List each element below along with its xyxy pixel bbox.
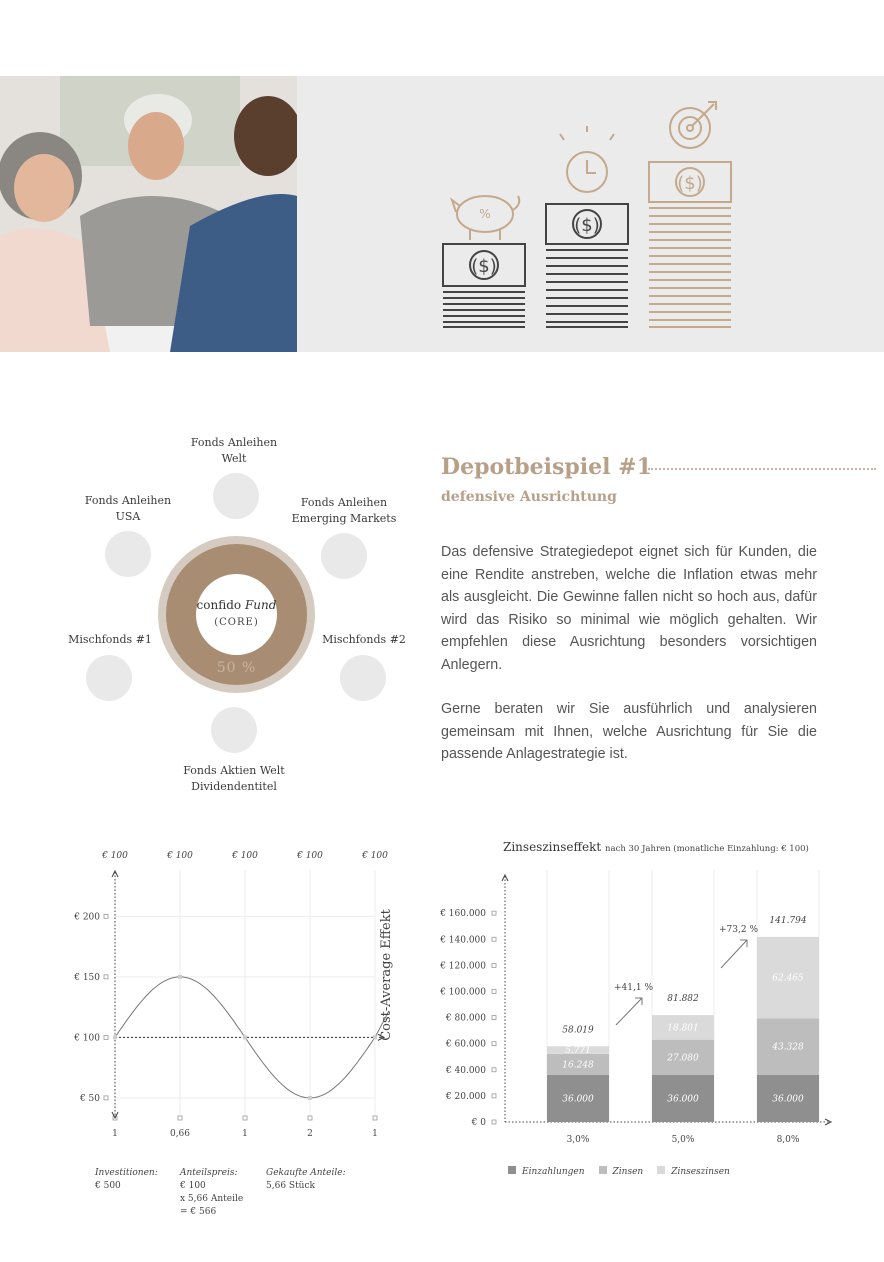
y-tick-marker [492,989,496,993]
y-tick-marker [492,1042,496,1046]
x-tick-label: 8,0% [776,1135,800,1145]
y-tick-label: € 60.000 [445,1039,486,1050]
dollar-symbol-3: ($) [677,173,703,194]
top-label: € 100 [297,851,323,861]
y-tick-marker [492,963,496,967]
y-tick-label: € 40.000 [445,1065,486,1076]
node-label-line: Fonds Aktien Welt [183,764,285,777]
y-tick-marker [104,914,108,918]
y-tick-marker [492,937,496,941]
y-tick-label: € 160.000 [440,909,486,920]
y-tick-label: € 150 [74,972,100,983]
core-percentage: 50 % [216,660,257,676]
legend-item-zinsen [599,1166,644,1177]
top-label: € 100 [362,851,388,861]
data-point [373,1035,377,1039]
bar-value-label: 36.000 [667,1094,699,1105]
advisor-photo [0,76,297,352]
cost-average-chart [60,840,400,1150]
node-label-line: Fonds Anleihen [300,496,388,509]
x-tick-marker [178,1116,182,1120]
legend-swatch [508,1166,516,1174]
bar-value-label: 16.248 [562,1060,594,1071]
info-heading: Anteilspreis: [180,1168,238,1178]
bar-total-label: 141.794 [769,915,807,926]
legend-swatch [599,1166,607,1174]
info-line: 5,66 Stück [266,1181,315,1191]
dollar-symbol-2: ($) [574,215,600,236]
x-tick-label: 1 [112,1129,118,1139]
legend-label: Zinseszinsen [671,1167,730,1177]
money-stack-1 [443,292,525,327]
top-label: € 100 [102,851,128,861]
section-subtitle: defensive Ausrichtung [441,489,617,505]
info-line: = € 566 [180,1207,217,1217]
info-heading: Gekaufte Anteile: [266,1168,346,1178]
growth-arrow [616,998,642,1025]
node-label-line: Dividendentitel [191,780,277,793]
data-point [113,1035,117,1039]
info-heading: Investitionen: [95,1168,158,1178]
y-tick-label: € 100 [74,1033,100,1044]
paragraph-2: Gerne beraten wir Sie ausführlich und analysieren gemeinsam mit Ihnen, welche Ausrichtung für Sie die passende Anlagestrategie ist. [441,701,817,762]
bar-value-label: 18.801 [667,1023,699,1034]
data-point [178,975,182,979]
node-label-line: Fonds Anleihen [84,494,172,507]
node-label-line: Welt [221,452,247,465]
y-tick-label: € 20.000 [445,1091,486,1102]
x-tick-label: 1 [242,1129,248,1139]
money-stack-2 [546,250,628,327]
node-circle-anleihen-em [321,533,367,579]
core-center [196,574,277,655]
y-tick-label: € 50 [79,1093,100,1104]
info-anteilspreis [180,1167,243,1219]
y-tick-label: € 200 [74,912,100,923]
info-line: € 100 [180,1181,206,1191]
compound-chart-title-row [503,840,809,854]
percent-label: % [479,207,491,221]
bar-value-label: 36.000 [772,1094,804,1105]
y-tick-marker [492,1016,496,1020]
growth-label: +73,2 % [719,925,758,935]
cost-average-grid [115,870,375,1116]
node-label-line: Emerging Markets [291,512,397,525]
node-circle-anleihen-welt [213,473,259,519]
bar-total-label: 58.019 [562,1025,594,1036]
node-circle-mischfonds-1 [86,655,132,701]
y-tick-label: € 0 [471,1118,486,1128]
core-fund-sub: (CORE) [214,617,259,628]
node-label-aktien-welt [164,763,304,795]
y-tick-marker [492,1068,496,1072]
compound-chart-subtitle: nach 30 Jahren (monatliche Einzahlung: € 100) [605,844,809,854]
x-tick-label: 0,66 [169,1129,191,1139]
x-tick-marker [308,1116,312,1120]
cost-average-title: Cost-Average Effekt [379,909,394,1041]
y-tick-label: € 80.000 [445,1013,486,1024]
data-point [243,1035,247,1039]
top-label: € 100 [167,851,193,861]
cost-average-marks [73,851,389,1139]
info-investitionen [95,1167,158,1193]
y-tick-marker [492,911,496,915]
info-gekaufte-anteile [266,1167,346,1193]
x-tick-marker [373,1116,377,1120]
section-title: Depotbeispiel #1 [441,454,652,480]
core-name-italic: Fund [244,598,277,612]
x-tick-label: 3,0% [566,1135,590,1145]
target-icon [670,102,716,148]
growth-label: +41,1 % [614,983,653,993]
x-tick-label: 1 [372,1129,378,1139]
x-tick-label: 2 [307,1129,313,1139]
bar-value-label: 5.771 [565,1046,591,1057]
y-tick-marker [492,1094,496,1098]
money-stack-3 [649,208,731,327]
y-tick-label: € 140.000 [440,935,486,946]
photo-illustration [0,76,297,352]
bar-value-label: 43.328 [772,1042,804,1053]
y-tick-marker [104,1096,108,1100]
clock-icon [560,126,614,192]
node-label-mischfonds-1 [40,632,180,648]
y-tick-label: € 100.000 [440,987,486,998]
bar-value-label: 62.465 [772,973,804,984]
growth-arrow [721,940,747,968]
legend-label: Zinsen [612,1167,644,1177]
legend-item-einzahlungen [508,1166,585,1177]
bar-value-label: 27.080 [667,1053,699,1064]
bar-value-label: 36.000 [562,1094,594,1105]
legend-item-zinseszinsen [657,1166,730,1177]
node-label-line: Mischfonds #2 [322,633,406,646]
node-circle-mischfonds-2 [340,655,386,701]
legend-label: Einzahlungen [522,1167,585,1177]
x-tick-label: 5,0% [671,1135,695,1145]
y-tick-marker [104,1035,108,1039]
y-tick-label: € 120.000 [440,961,486,972]
node-label-anleihen-em [274,495,414,527]
bar-total-label: 81.882 [667,994,699,1005]
compound-marks [547,916,819,1145]
core-fund-name [176,598,297,612]
savings-growth-illustration [430,90,750,340]
info-line: € 500 [95,1181,121,1191]
data-point [308,1096,312,1100]
node-circle-anleihen-usa [105,531,151,577]
compound-interest-chart [430,860,850,1150]
compound-chart-title: Zinseszinseffekt [503,840,602,854]
compound-legend [508,1166,730,1177]
node-label-line: Mischfonds #1 [68,633,152,646]
info-line: x 5,66 Anteile [180,1194,244,1204]
dollar-symbol: ($) [471,256,497,277]
node-label-anleihen-usa [58,493,198,525]
y-tick-marker [104,975,108,979]
top-label: € 100 [232,851,258,861]
legend-swatch [657,1166,665,1174]
y-tick-marker [492,1120,496,1124]
paragraph-1: Das defensive Strategiedepot eignet sich für Kunden, die eine Rendite anstreben, welche die Inflation etwas mehr als ausgleicht. Die Gewinne fallen nicht so hoch aus, dafür wird das Risiko so minimal wie möglich gehalten. Wir empfehlen diese Ausrichtung besonders vorsichtigen Anlegern. [441,544,817,673]
node-circle-aktien-welt [211,707,257,753]
core-name-regular: confido [196,598,242,612]
x-tick-marker [243,1116,247,1120]
node-label-mischfonds-2 [294,632,434,648]
title-dotted-rule [648,468,876,470]
node-label-line: USA [115,510,141,523]
node-label-anleihen-welt [164,435,304,467]
node-label-line: Fonds Anleihen [190,436,278,449]
